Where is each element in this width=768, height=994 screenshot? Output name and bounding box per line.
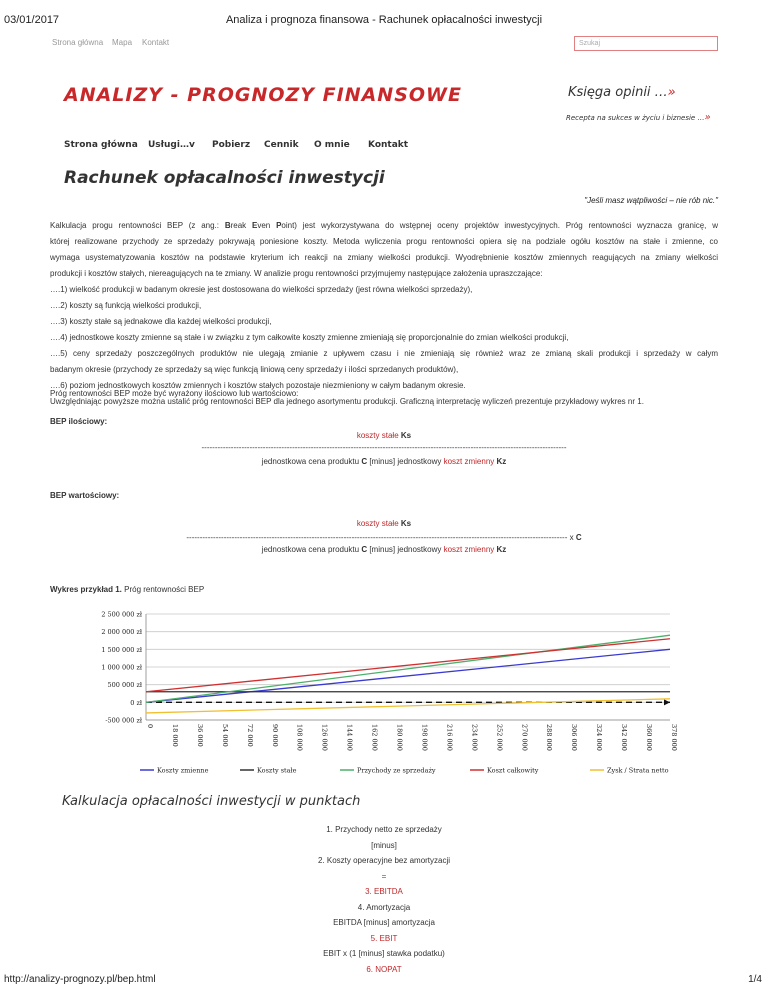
tagline-link[interactable] xyxy=(566,112,711,123)
calc-item-ebit-formula: EBIT x (1 [minus] stawka podatku) xyxy=(323,949,445,958)
print-page-number: 1/4 xyxy=(748,974,762,985)
x-tick-label: 198 000 xyxy=(420,724,429,751)
calc-item-ebitda-formula: EBITDA [minus] amortyzacja xyxy=(333,918,435,927)
toplink-contact[interactable]: Kontakt xyxy=(142,38,170,47)
x-tick-label: 0 xyxy=(146,724,154,729)
x-tick-label: 180 000 xyxy=(395,724,404,751)
x-tick-label: 270 000 xyxy=(520,724,529,751)
calc-item-2: 2. Koszty operacyjne bez amortyzacji xyxy=(317,856,451,865)
x-tick-label: 342 000 xyxy=(620,724,629,751)
calc-list xyxy=(200,822,568,977)
nav-services[interactable]: Usługi…v xyxy=(148,140,195,150)
intro-line-3: wymaga usystematyzowania kosztów na podstawie kryterium ich reakcji na zmiany wielkości produkcji. Wyodrębnienie kosztów zmiennych reagujących na zmiany wielkości xyxy=(50,253,718,262)
x-tick-label: 90 000 xyxy=(270,724,279,747)
x-tick-label: 126 000 xyxy=(320,724,329,751)
bep-qty-heading: BEP ilościowy: xyxy=(50,417,108,426)
guestbook-label: Księga opinii … xyxy=(568,85,668,100)
series-net-profit xyxy=(146,699,670,713)
intro-text xyxy=(50,218,718,410)
intro-line-5: Uwzględniając powyższe można ustalić próg rentowności BEP dla jednego asortymentu produkcji. Graficzną interpretację wyliczeń prezentuje przykładowy wykres nr 1. xyxy=(50,397,644,406)
x-tick-label: 252 000 xyxy=(495,724,504,751)
calc-item-minus-1: [minus] xyxy=(371,840,397,850)
intro-line-1: Kalkulacja progu rentowności BEP (z ang.: Break Even Point) jest wykorzystywana do wstępnej oceny projektów inwestycyjnych. Próg rentowności wyznacza granicę, w xyxy=(50,221,718,230)
assumption-6: ….6) poziom jednostkowych kosztów zmiennych i kosztów stałych pozostaje niezmieniony w całym badanym okresie. xyxy=(50,381,466,390)
x-tick-label: 144 000 xyxy=(345,724,354,751)
print-date: 03/01/2017 xyxy=(4,14,60,26)
calc-item-ebit: 5. EBIT xyxy=(370,933,398,943)
x-tick-label: 288 000 xyxy=(545,724,554,751)
site-title[interactable]: ANALIZY - PROGNOZY FINANSOWE xyxy=(64,84,462,106)
guestbook-link[interactable] xyxy=(568,85,676,100)
chart-caption: Wykres przykład 1. Próg rentowności BEP xyxy=(50,585,205,594)
y-tick-label: 1 000 000 zł xyxy=(101,663,142,672)
calc-item-equals: = xyxy=(381,871,387,881)
bep-val-heading: BEP wartościowy: xyxy=(50,491,120,500)
section2-title: Kalkulacja opłacalności inwestycji w punktach xyxy=(62,794,361,809)
x-tick-label: 108 000 xyxy=(295,724,304,751)
bep-chart xyxy=(50,600,720,780)
page-title: Rachunek opłacalności inwestycji xyxy=(64,168,385,188)
calc-item-nopat: 6. NOPAT xyxy=(366,964,402,974)
x-tick-label: 72 000 xyxy=(245,724,254,747)
legend-label: Przychody ze sprzedaży xyxy=(357,766,436,775)
legend-label: Koszt całkowity xyxy=(487,766,539,775)
bep-qty-denominator: jednostkowa cena produktu C [minus] jednostkowy koszt zmienny Kz xyxy=(261,457,507,466)
x-tick-label: 18 000 xyxy=(170,724,179,747)
guestbook-arrow: » xyxy=(667,85,676,100)
tagline-arrow: » xyxy=(704,112,711,123)
x-tick-label: 36 000 xyxy=(195,724,204,747)
assumption-1: ….1) wielkość produkcji w badanym okresie jest dostosowana do wielkości sprzedaży (jest równa wielkości sprzedaży), xyxy=(50,285,473,294)
calc-item-ebitda: 3. EBITDA xyxy=(365,887,403,896)
legend-label: Koszty stałe xyxy=(257,766,297,775)
x-tick-label: 216 000 xyxy=(445,724,454,751)
y-tick-label: 2 000 000 zł xyxy=(101,628,142,637)
bep-qty-fraction-line: ----------------------------------------------------------------------------------------------------------------------------------------- xyxy=(201,443,567,452)
toplink-home[interactable]: Strona główna xyxy=(52,38,104,47)
calc-item-4: 4. Amortyzacja xyxy=(357,902,411,912)
intro-line-4: produkcji i kosztów stałych, niereagujących na te zmiany. W analizie progu rentowności przyjmujemy następujące założenia upraszczające: xyxy=(50,269,543,278)
bep-qty-numerator: koszty stałe Ks xyxy=(356,431,412,440)
bep-val-denominator: jednostkowa cena produktu C [minus] jednostkowy koszt zmienny Kz xyxy=(261,545,507,554)
assumption-2: ….2) koszty są funkcją wielkości produkcji, xyxy=(50,301,202,310)
assumption-5a: ….5) ceny sprzedaży poszczególnych produktów nie ulegają zmianie z upływem czasu i nie zmieniają się również wraz ze zmianą skali produkcji i sprzedaży w całym xyxy=(50,349,718,358)
arrowhead xyxy=(664,699,670,705)
y-tick-label: 2 500 000 zł xyxy=(101,610,142,619)
tagline-text: Recepta na sukces w życiu i biznesie … xyxy=(566,114,705,122)
nav-home[interactable]: Strona główna xyxy=(64,140,138,150)
nav-pricing[interactable]: Cennik xyxy=(264,140,299,150)
legend-label: Zysk / Strata netto xyxy=(607,766,669,775)
x-tick-label: 234 000 xyxy=(470,724,479,751)
assumption-4: ….4) jednostkowe koszty zmienne są stałe i w związku z tym całkowite koszty zmienne zmieniają się proporcjonalnie do zmian wielkości produkcji, xyxy=(50,333,569,342)
x-tick-label: 306 000 xyxy=(570,724,579,751)
nav-about[interactable]: O mnie xyxy=(314,140,350,150)
intro-line-2: której realizowane przychody ze sprzedaży pokrywają poniesione koszty. Metoda wyliczenia progu rentowności opiera się na podziale ogółu kosztów na stałe i zmienne, co xyxy=(50,237,718,246)
search-input[interactable]: Szukaj xyxy=(574,36,718,51)
series-total-cost xyxy=(146,639,670,692)
bep-intro: Próg rentowności BEP może być wyrażony ilościowo lub wartościowo: xyxy=(50,389,299,398)
bep-val-numerator: koszty stałe Ks xyxy=(356,519,412,528)
y-tick-label: 0 zł xyxy=(130,698,142,707)
x-tick-label: 54 000 xyxy=(220,724,229,747)
y-tick-label: -500 000 zł xyxy=(105,716,142,725)
bep-val-fraction-line: ----------------------------------------------------------------------------------------------------------------------------------------------- x C xyxy=(186,533,582,542)
toplink-map[interactable]: Mapa xyxy=(112,38,133,47)
print-url: http://analizy-prognozy.pl/bep.html xyxy=(4,974,156,985)
y-tick-label: 1 500 000 zł xyxy=(101,645,142,654)
legend-label: Koszty zmienne xyxy=(157,766,209,775)
series-variable-costs xyxy=(146,649,670,702)
assumption-3: ….3) koszty stałe są jednakowe dla każdej wielkości produkcji, xyxy=(50,317,272,326)
print-title: Analiza i prognoza finansowa - Rachunek opłacalności inwestycji xyxy=(225,14,543,26)
y-tick-label: 500 000 zł xyxy=(107,681,142,690)
nav-contact[interactable]: Kontakt xyxy=(368,140,409,150)
x-tick-label: 162 000 xyxy=(370,724,379,751)
nav-download[interactable]: Pobierz xyxy=(212,140,251,150)
assumption-5b: badanym okresie (przychody ze sprzedaży są więc funkcją liniową ceny sprzedaży i ilości sprzedanych produktów), xyxy=(50,365,459,374)
x-tick-label: 324 000 xyxy=(595,724,604,751)
calc-item-1: 1. Przychody netto ze sprzedaży xyxy=(326,825,442,834)
x-tick-label: 378 000 xyxy=(670,724,678,751)
quote: "Jeśli masz wątpliwości – nie rób nic." xyxy=(584,196,718,205)
x-tick-label: 360 000 xyxy=(645,724,654,751)
